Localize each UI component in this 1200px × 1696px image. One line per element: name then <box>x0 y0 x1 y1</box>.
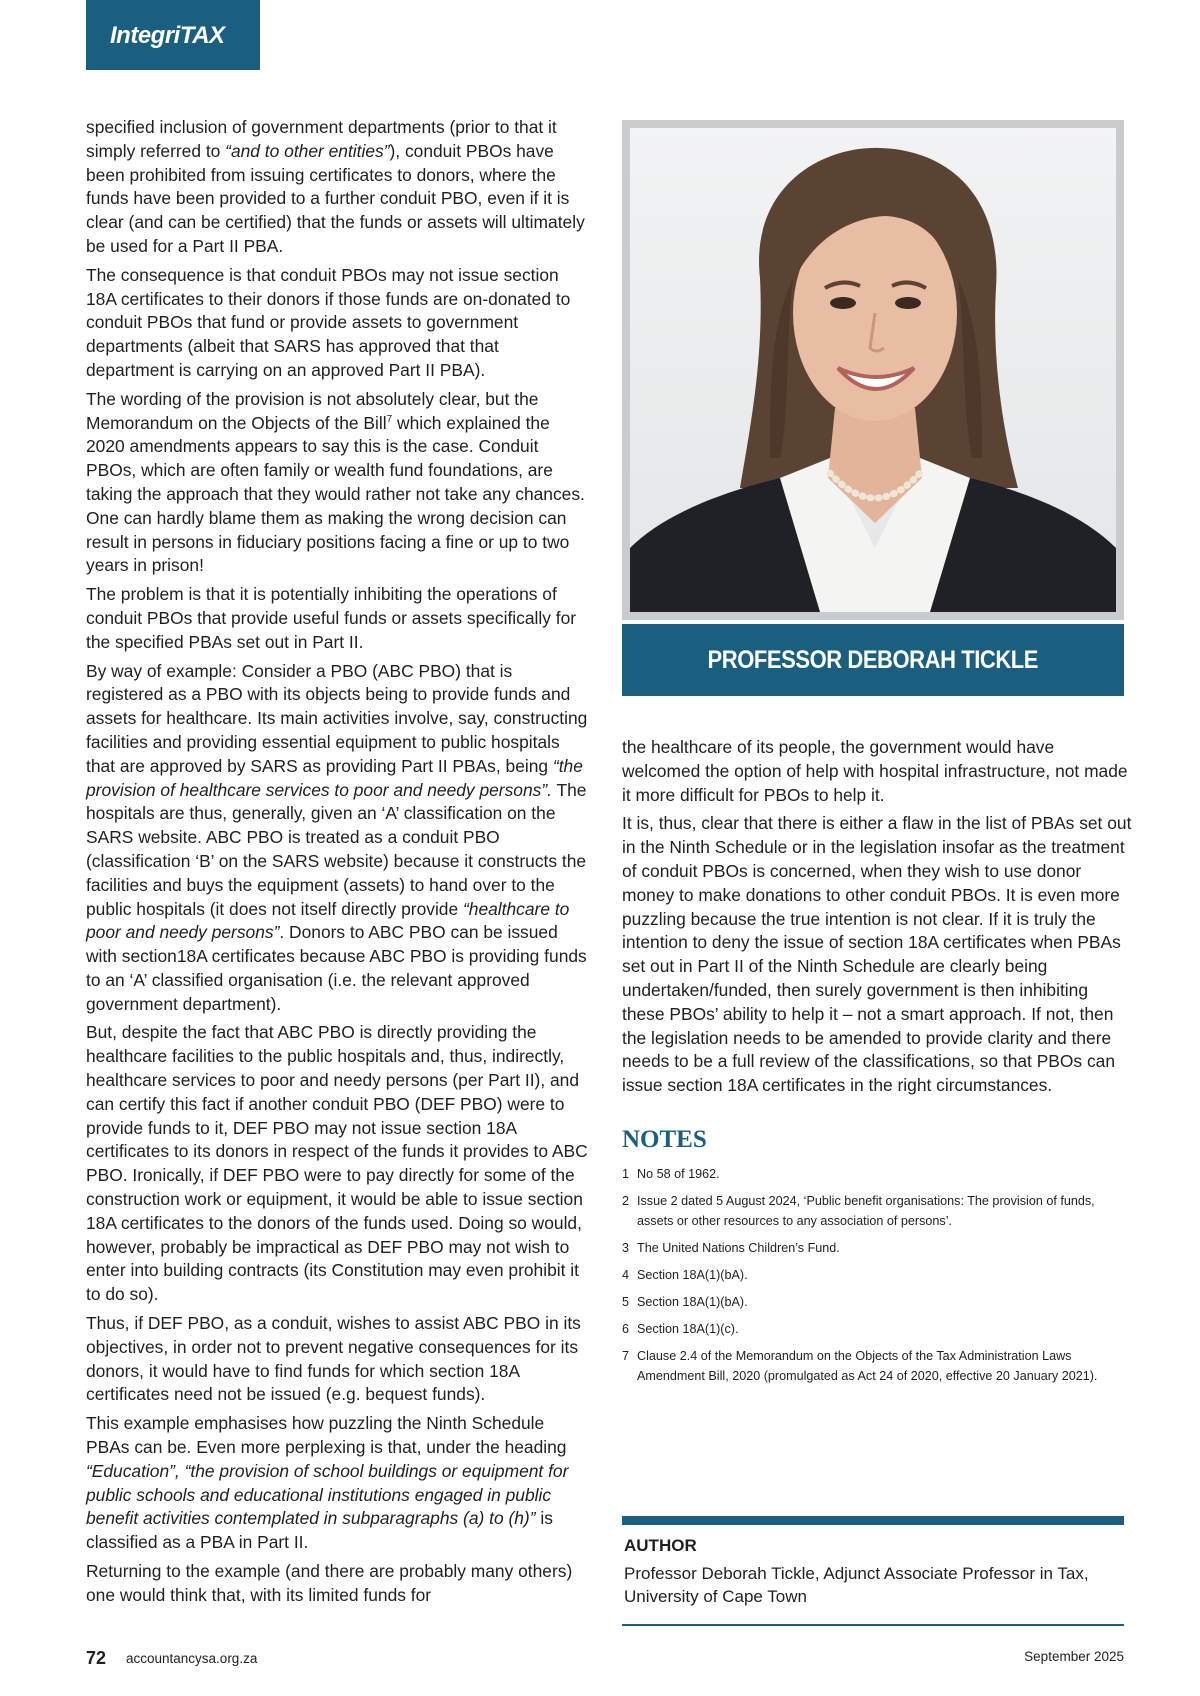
paragraph: Thus, if DEF PBO, as a conduit, wishes to assist ABC PBO in its objectives, in order not to prevent negative consequences for its donors, it would have to find funds for which section 18A certificates need not be issued (e.g. bequest funds). <box>86 1313 581 1405</box>
author-name-banner <box>622 624 1124 696</box>
paragraph: The consequence is that conduit PBOs may not issue section 18A certificates to their donors if those funds are on-donated to conduit PBOs that fund or provide assets to government departments (albeit that SARS has approved that that department is carrying on an approved Part II PBA). <box>86 264 571 380</box>
left-column <box>86 116 591 1613</box>
notes-heading: NOTES <box>622 1126 707 1153</box>
paragraph: Returning to the example (and there are probably many others) one would think that, with its limited funds for <box>86 1561 573 1605</box>
paragraph: By way of example: Consider a PBO (ABC PBO) that is registered as a PBO with its objects being to provide funds and assets for healthcare. Its main activities involve, say, constructing facilities and providing essential equipment to public hospitals that are approved by SARS as providing Part II PBAs, being “the provision of healthcare services to poor and needy persons”. The hospitals are thus, generally, given an ‘A’ classification on the SARS website. ABC PBO is treated as a conduit PBO (classification ‘B’ on the SARS website) because it constructs the facilities and buys the equipment (assets) to hand over to the public hospitals (it does not itself directly provide “healthcare to poor and needy persons”. Donors to ABC PBO can be issued with section18A certificates because ABC PBO is providing funds to an ‘A’ classified organisation (i.e. the relevant approved government department). <box>86 660 588 1014</box>
note-item: 5 Section 18A(1)(bA). <box>622 1295 748 1309</box>
note-item: 7 Clause 2.4 of the Memorandum on the Objects of the Tax Administration Laws Amendment Bill, 2020 (promulgated as Act 24 of 2020, effective 20 January 2021). <box>622 1349 1098 1383</box>
author-photo-frame <box>622 120 1124 620</box>
paragraph: It is, thus, clear that there is either a flaw in the list of PBAs set out in the Ninth Schedule or in the legislation insofar as the treatment of conduit PBOs is concerned, when they wish to use donor money to make donations to other conduit PBOs. It is even more puzzling because the true intention is not clear. If it is truly the intention to deny the issue of section 18A certificates when PBAs set out in Part II of the Ninth Schedule are clearly being undertaken/funded, then surely government is then inhibiting these PBOs’ ability to help it – not a smart approach. If not, then the legislation needs to be amended to provide clarity and there needs to be a full review of the classifications, so that PBOs can issue section 18A certificates in the right circumstances. <box>622 813 1132 1096</box>
author-label: AUTHOR <box>624 1536 697 1555</box>
author-bio: Professor Deborah Tickle, Adjunct Associate Professor in Tax, University of Cape Town <box>624 1564 1089 1606</box>
author-bottom-rule <box>622 1624 1124 1626</box>
author-divider <box>622 1516 1124 1525</box>
paragraph: But, despite the fact that ABC PBO is directly providing the healthcare facilities to the public hospitals and, thus, indirectly, healthcare services to poor and needy persons (per Part II), and can certify this fact if another conduit PBO (DEF PBO) were to provide funds to it, DEF PBO may not issue section 18A certificates to its donors in respect of the funds it provides to ABC PBO. Ironically, if DEF PBO were to pay directly for some of the construction work or equipment, it would be able to issue section 18A certificates to the donors of the funds used. Doing so would, however, probably be impractical as DEF PBO may not wish to enter into building contracts (its Constitution may even prohibit it to do so). <box>86 1022 588 1305</box>
author-name-caption: PROFESSOR DEBORAH TICKLE <box>707 645 1039 674</box>
paragraph: The problem is that it is potentially inhibiting the operations of conduit PBOs that provide useful funds or assets specifically for the specified PBAs set out in Part II. <box>86 584 577 652</box>
note-item: 1 No 58 of 1962. <box>622 1167 720 1181</box>
note-item: 4 Section 18A(1)(bA). <box>622 1268 748 1282</box>
page-number: 72 <box>86 1648 107 1668</box>
paragraph: the healthcare of its people, the government would have welcomed the option of help with hospital infrastructure, not made it more difficult for PBOs to help it. <box>622 737 1128 805</box>
portrait-illustration <box>630 128 1116 612</box>
footer-website: accountancysa.org.za <box>126 1651 258 1666</box>
footer-date: September 2025 <box>1024 1649 1124 1664</box>
notes-list <box>622 1164 1132 1393</box>
note-item: 6 Section 18A(1)(c). <box>622 1322 739 1336</box>
note-item: 2 Issue 2 dated 5 August 2024, ‘Public benefit organisations: The provision of funds, assets or other resources to any association of persons’. <box>622 1194 1095 1228</box>
note-item: 3 The United Nations Children’s Fund. <box>622 1241 840 1255</box>
right-column <box>622 736 1132 1103</box>
logo-tab <box>86 0 260 70</box>
integritax-logo: IntegriTAX <box>110 22 225 49</box>
footnote-ref: 7 <box>386 413 393 425</box>
paragraph: specified inclusion of government departments (prior to that it simply referred to “and to other entities”), conduit PBOs have been prohibited from issuing certificates to donors, where the funds have been provided to a further conduit PBO, even if it is clear (and can be certified) that the funds or assets will ultimately be used for a Part II PBA. <box>86 117 585 256</box>
paragraph: This example emphasises how puzzling the Ninth Schedule PBAs can be. Even more perplexing is that, under the heading “Education”, “the provision of school buildings or equipment for public schools and educational institutions engaged in public benefit activities contemplated in subparagraphs (a) to (h)” is classified as a PBA in Part II. <box>86 1413 569 1553</box>
author-portrait <box>630 128 1116 612</box>
paragraph: The wording of the provision is not absolutely clear, but the Memorandum on the Objects of the Bill$^7$ which explained the 2020 amendments appears to say this is the case. Conduit PBOs, which are often family or wealth fund foundations, are taking the approach that they would rather not take any chances. One can hardly blame them as making the wrong decision can result in persons in fiduciary positions facing a fine or up to two years in prison! <box>86 388 585 576</box>
